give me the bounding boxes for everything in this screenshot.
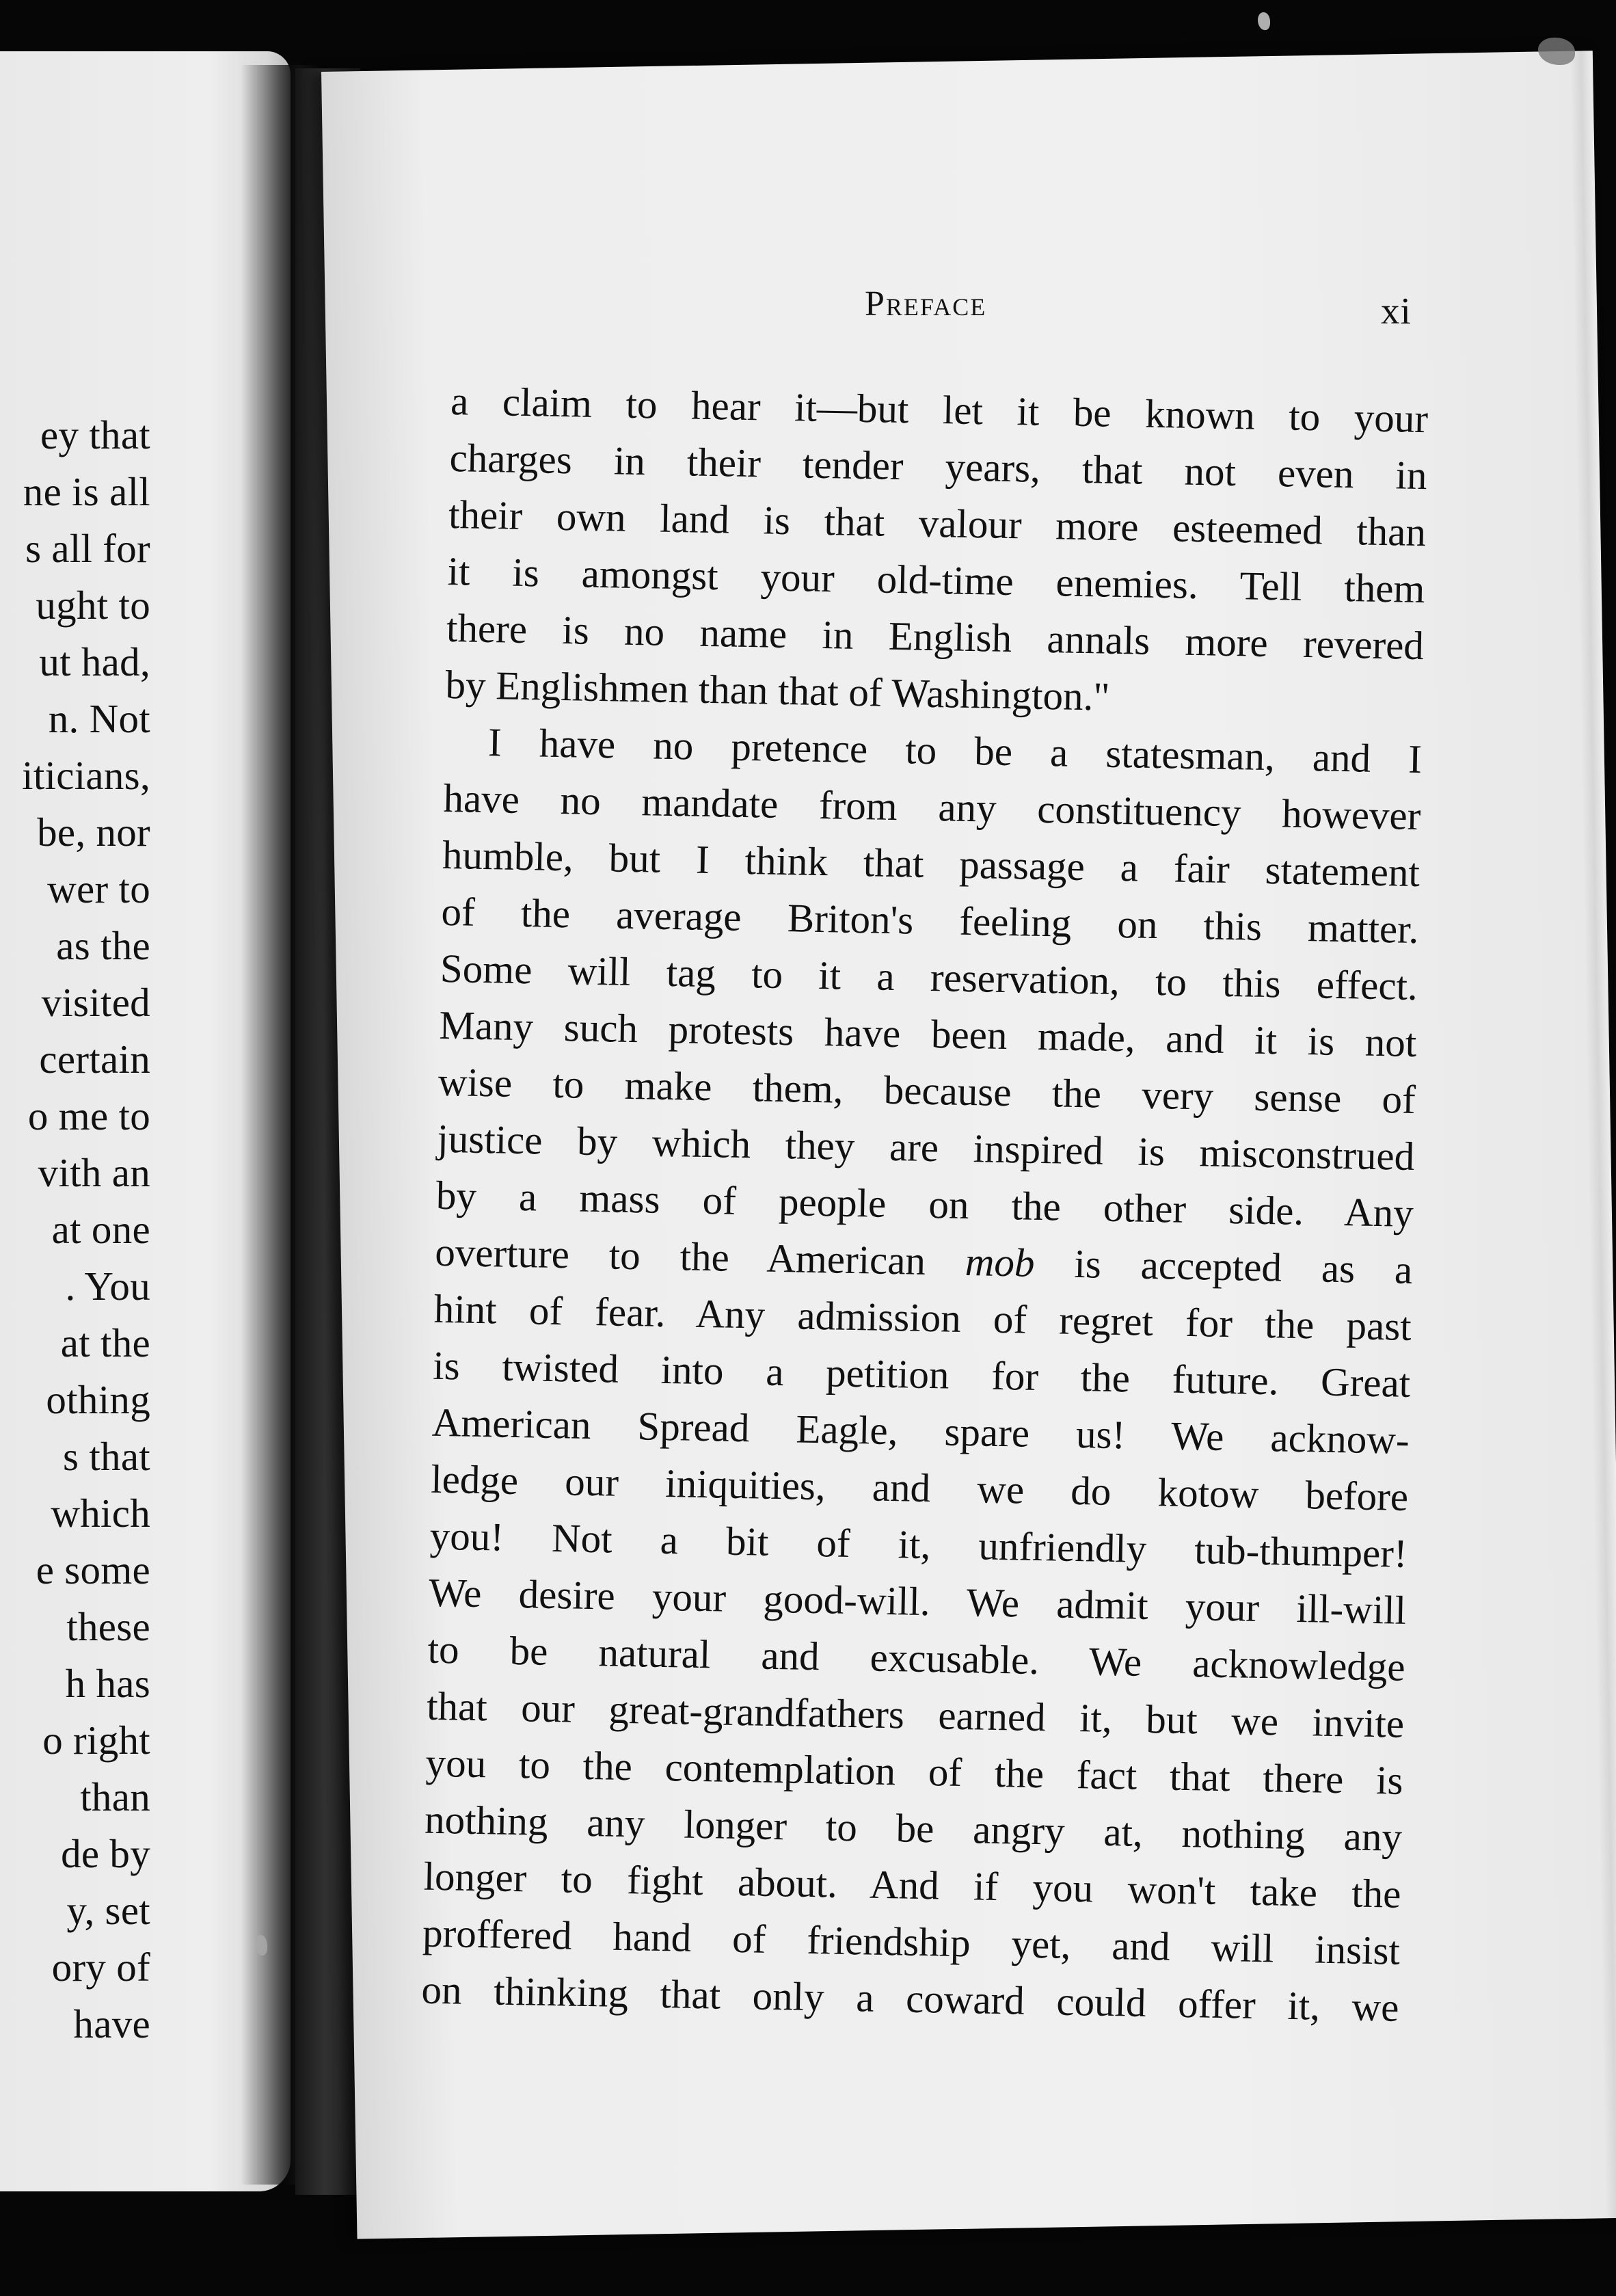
italic-word: mob (965, 1239, 1036, 1285)
left-page-line: . You (65, 1264, 150, 1309)
left-page-line: certain (39, 1037, 150, 1082)
left-page-line: ut had, (39, 639, 150, 684)
left-page-line: vith an (38, 1150, 150, 1195)
right-page-edge (1570, 51, 1616, 2218)
body-line: I have no pretence to be a statesman, and I (487, 719, 1423, 782)
body-line: American Spread Eagle, spare us! We acknow- (431, 1399, 1410, 1463)
left-page-line: than (80, 1774, 150, 1819)
body-line: longer to fight about. And if you won't take the (423, 1853, 1402, 1917)
left-page-line: y, set (66, 1888, 150, 1933)
left-page-line: h has (65, 1661, 150, 1706)
scan-speck (1258, 12, 1270, 30)
left-page-line: e some (36, 1547, 150, 1592)
body-line: of the average Briton's feeling on this matter. (440, 888, 1419, 952)
left-page-line: ory of (51, 1945, 150, 1990)
left-page-line: o me to (27, 1093, 150, 1138)
left-page-line: these (66, 1604, 150, 1649)
body-line: wise to make them, because the very sense of (437, 1058, 1416, 1123)
body-line: their own land is that valour more esteemed than (448, 491, 1427, 555)
body-line: there is no name in English annals more revered (446, 604, 1425, 669)
body-line: a claim to hear it—but let it be known to your (450, 377, 1429, 442)
body-line: it is amongst your old-time enemies. Tell them (447, 548, 1426, 612)
body-line: you to the contemplation of the fact that there is (425, 1739, 1404, 1803)
left-page-line: be, nor (37, 810, 150, 855)
body-line: justice by which they are inspired is misconstrued (436, 1115, 1415, 1179)
preface-body-text (421, 373, 1429, 2036)
page-title: Preface (865, 284, 987, 323)
left-page-line: n. Not (48, 696, 150, 741)
body-line: Some will tag to it a reservation, to this effect. (440, 945, 1418, 1009)
body-line: We desire your good-will. We admit your ill-will (428, 1569, 1407, 1633)
left-page-line: o right (42, 1718, 150, 1763)
body-line: by a mass of people on the other side. Any (435, 1172, 1414, 1236)
left-page-line: have (73, 2001, 150, 2046)
body-line: on thinking that only a coward could offer it, we (421, 1966, 1400, 2030)
body-line: humble, but I think that passage a fair statement (442, 831, 1420, 896)
left-page-line: iticians, (22, 753, 150, 798)
left-page-line: wer to (47, 866, 150, 911)
left-page-line: ey that (40, 412, 150, 457)
body-line: ledge our iniquities, and we do kotow before (430, 1456, 1409, 1519)
body-line: is twisted into a petition for the future. Great (432, 1342, 1411, 1406)
left-page-line: s that (63, 1434, 150, 1479)
left-page-line: at one (51, 1207, 150, 1252)
left-page-line: othing (46, 1377, 150, 1422)
left-page-line: de by (61, 1831, 150, 1876)
body-line: to be natural and excusable. We acknowledge (427, 1626, 1406, 1690)
body-line: have no mandate from any constituency however (442, 775, 1421, 839)
body-line: Many such protests have been made, and it is not (438, 1002, 1417, 1066)
body-line: by Englishmen than that of Washington." (445, 661, 1111, 719)
body-line: you! Not a bit of it, unfriendly tub-thumper! (429, 1512, 1408, 1576)
left-page-text (0, 407, 150, 2053)
left-page-line: visited (41, 980, 150, 1025)
left-page-line: s all for (25, 526, 150, 571)
left-page-line: as the (56, 923, 150, 968)
body-line: nothing any longer to be angry at, nothing any (424, 1796, 1403, 1860)
body-line: hint of fear. Any admission of regret for the past (433, 1285, 1412, 1349)
page-number: xi (1381, 290, 1412, 332)
body-line-part: overture to the American (434, 1229, 926, 1283)
body-line: charges in their tender years, that not even in (449, 434, 1428, 498)
body-line: that our great-grandfathers earned it, but we invite (426, 1683, 1405, 1746)
body-line-part: is accepted as a (1073, 1240, 1413, 1292)
left-page-line: which (51, 1491, 150, 1536)
left-page-line: at the (60, 1320, 150, 1365)
left-page-line: ught to (36, 583, 150, 628)
body-line: proffered hand of friendship yet, and will insist (422, 1910, 1401, 1973)
left-page-line: ne is all (23, 469, 150, 514)
